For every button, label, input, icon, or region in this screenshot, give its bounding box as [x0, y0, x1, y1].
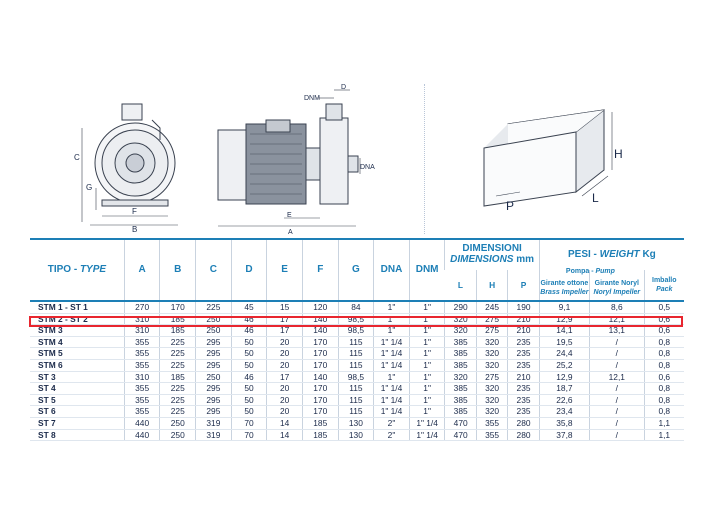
value-cell: 50 — [231, 336, 267, 348]
value-cell: 225 — [160, 406, 196, 418]
value-cell: 320 — [476, 336, 507, 348]
value-cell: 210 — [508, 371, 539, 383]
header-imballo: Imballo Pack — [644, 270, 684, 301]
value-cell: 1" 1/4 — [409, 417, 445, 429]
value-cell: 225 — [160, 359, 196, 371]
value-cell: 225 — [196, 301, 232, 313]
value-cell: 310 — [124, 313, 160, 325]
value-cell: 50 — [231, 406, 267, 418]
value-cell: 245 — [476, 301, 507, 313]
value-cell: / — [590, 336, 644, 348]
value-cell: 1" — [409, 383, 445, 395]
value-cell: 50 — [231, 394, 267, 406]
value-cell: 17 — [267, 313, 303, 325]
value-cell: 295 — [196, 348, 232, 360]
value-cell: 45 — [231, 301, 267, 313]
value-cell: 270 — [124, 301, 160, 313]
value-cell: 12,9 — [539, 313, 589, 325]
value-cell: 0,6 — [644, 371, 684, 383]
value-cell: 385 — [445, 348, 476, 360]
value-cell: 0,8 — [644, 348, 684, 360]
table-row — [30, 394, 684, 406]
dim-label-g: G — [86, 183, 93, 192]
dim-label-h: H — [614, 147, 623, 161]
table-body — [30, 301, 684, 441]
dim-label-dnm: DNM — [304, 95, 320, 102]
table-row — [30, 336, 684, 348]
dim-label-p: P — [506, 199, 515, 213]
value-cell: / — [590, 383, 644, 395]
value-cell: 235 — [508, 336, 539, 348]
value-cell: 1" — [374, 371, 410, 383]
value-cell: 275 — [476, 313, 507, 325]
model-cell: STM 2 - ST 2 — [30, 313, 124, 325]
value-cell: 1" — [409, 359, 445, 371]
value-cell: 470 — [445, 417, 476, 429]
table-row — [30, 348, 684, 360]
value-cell: 280 — [508, 429, 539, 441]
value-cell: 225 — [160, 348, 196, 360]
dim-label-l: L — [592, 191, 599, 205]
dim-label-f: F — [132, 207, 137, 216]
value-cell: 2" — [374, 429, 410, 441]
value-cell: 225 — [160, 383, 196, 395]
table-row — [30, 371, 684, 383]
value-cell: 22,6 — [539, 394, 589, 406]
value-cell: 235 — [508, 406, 539, 418]
value-cell: 115 — [338, 383, 374, 395]
value-cell: 250 — [196, 371, 232, 383]
value-cell: 250 — [160, 429, 196, 441]
value-cell: 130 — [338, 429, 374, 441]
dim-label-c: C — [74, 153, 80, 162]
model-cell: ST 8 — [30, 429, 124, 441]
value-cell: 235 — [508, 348, 539, 360]
header-pesi: PESI - WEIGHT Kg — [539, 239, 684, 270]
header-b: B — [160, 239, 196, 301]
dim-label-a: A — [288, 229, 293, 236]
value-cell: 0,8 — [644, 383, 684, 395]
value-cell: 115 — [338, 348, 374, 360]
value-cell: 320 — [476, 359, 507, 371]
header-dnm: DNM — [409, 239, 445, 301]
dim-label-dna: DNA — [360, 164, 375, 171]
value-cell: 185 — [302, 429, 338, 441]
value-cell: 320 — [445, 313, 476, 325]
value-cell: 185 — [160, 325, 196, 337]
value-cell: 35,8 — [539, 417, 589, 429]
value-cell: 1" — [409, 313, 445, 325]
value-cell: 225 — [160, 394, 196, 406]
value-cell: 1" — [409, 371, 445, 383]
model-cell: ST 6 — [30, 406, 124, 418]
dim-label-e: E — [287, 212, 292, 219]
value-cell: 235 — [508, 383, 539, 395]
value-cell: 20 — [267, 394, 303, 406]
value-cell: 440 — [124, 429, 160, 441]
value-cell: 295 — [196, 394, 232, 406]
value-cell: 0,6 — [644, 313, 684, 325]
header-girante-ottone: Pompa - Pump Girante ottone Brass Impeller — [539, 270, 589, 301]
value-cell: 1" — [409, 406, 445, 418]
value-cell: 385 — [445, 394, 476, 406]
value-cell: 355 — [476, 429, 507, 441]
value-cell: 12,1 — [590, 371, 644, 383]
value-cell: 1" 1/4 — [409, 429, 445, 441]
value-cell: 295 — [196, 359, 232, 371]
front-view-drawing — [95, 104, 175, 206]
value-cell: 23,4 — [539, 406, 589, 418]
header-h: H — [476, 270, 507, 301]
value-cell: 115 — [338, 394, 374, 406]
header-dna: DNA — [374, 239, 410, 301]
header-tipo: TIPO - TYPE — [47, 263, 107, 275]
value-cell: 210 — [508, 313, 539, 325]
value-cell: 12,1 — [590, 313, 644, 325]
value-cell: 170 — [302, 406, 338, 418]
value-cell: 320 — [445, 325, 476, 337]
header-e: E — [267, 239, 303, 301]
value-cell: 170 — [302, 383, 338, 395]
value-cell: 295 — [196, 383, 232, 395]
table-row — [30, 429, 684, 441]
value-cell: 14 — [267, 429, 303, 441]
dim-label-d: D — [341, 84, 347, 91]
header-c: C — [196, 239, 232, 301]
value-cell: 1" — [374, 325, 410, 337]
value-cell: 470 — [445, 429, 476, 441]
value-cell: 0,8 — [644, 336, 684, 348]
value-cell: 0,8 — [644, 406, 684, 418]
value-cell: 250 — [160, 417, 196, 429]
value-cell: 170 — [302, 348, 338, 360]
header-f: F — [302, 239, 338, 301]
value-cell: 98,5 — [338, 313, 374, 325]
value-cell: 320 — [476, 394, 507, 406]
model-cell: STM 3 — [30, 325, 124, 337]
value-cell: 170 — [302, 336, 338, 348]
value-cell: 385 — [445, 383, 476, 395]
value-cell: 25,2 — [539, 359, 589, 371]
value-cell: 14 — [267, 417, 303, 429]
value-cell: 275 — [476, 371, 507, 383]
value-cell: 130 — [338, 417, 374, 429]
table-row — [30, 406, 684, 418]
value-cell: 1" 1/4 — [374, 383, 410, 395]
value-cell: 1" — [409, 394, 445, 406]
header-girante-noryl: Girante Noryl Noryl Impeller — [590, 270, 644, 301]
value-cell: 20 — [267, 348, 303, 360]
value-cell: 50 — [231, 383, 267, 395]
value-cell: 14,1 — [539, 325, 589, 337]
value-cell: 13,1 — [590, 325, 644, 337]
value-cell: 295 — [196, 406, 232, 418]
value-cell: 250 — [196, 313, 232, 325]
value-cell: 355 — [124, 394, 160, 406]
value-cell: 440 — [124, 417, 160, 429]
value-cell: 0,8 — [644, 359, 684, 371]
value-cell: 8,6 — [590, 301, 644, 313]
value-cell: / — [590, 406, 644, 418]
header-a: A — [124, 239, 160, 301]
value-cell: 140 — [302, 325, 338, 337]
header-d: D — [231, 239, 267, 301]
value-cell: 1" — [374, 313, 410, 325]
value-cell: 18,7 — [539, 383, 589, 395]
model-cell: ST 7 — [30, 417, 124, 429]
model-cell: ST 5 — [30, 394, 124, 406]
value-cell: 385 — [445, 406, 476, 418]
table-row — [30, 417, 684, 429]
value-cell: 17 — [267, 325, 303, 337]
value-cell: 37,8 — [539, 429, 589, 441]
value-cell: 275 — [476, 325, 507, 337]
dim-label-b: B — [132, 225, 138, 234]
value-cell: 385 — [445, 336, 476, 348]
drawing-divider — [424, 84, 425, 234]
value-cell: 185 — [302, 417, 338, 429]
value-cell: 9,1 — [539, 301, 589, 313]
value-cell: 385 — [445, 359, 476, 371]
value-cell: 190 — [508, 301, 539, 313]
model-cell: STM 5 — [30, 348, 124, 360]
value-cell: 140 — [302, 313, 338, 325]
value-cell: 46 — [231, 325, 267, 337]
table-row — [30, 383, 684, 395]
value-cell: 0,6 — [644, 325, 684, 337]
table-row — [30, 325, 684, 337]
value-cell: 319 — [196, 417, 232, 429]
value-cell: 1,1 — [644, 417, 684, 429]
value-cell: 50 — [231, 359, 267, 371]
value-cell: 2" — [374, 417, 410, 429]
value-cell: 310 — [124, 371, 160, 383]
header-pompa: Pompa - Pump — [565, 268, 615, 275]
value-cell: 12,9 — [539, 371, 589, 383]
value-cell: / — [590, 348, 644, 360]
value-cell: 280 — [508, 417, 539, 429]
value-cell: 115 — [338, 406, 374, 418]
value-cell: / — [590, 394, 644, 406]
header-p: P — [508, 270, 539, 301]
value-cell: 1" — [409, 348, 445, 360]
value-cell: 320 — [445, 371, 476, 383]
specifications-table — [30, 238, 684, 441]
package-box-drawing — [484, 110, 604, 206]
value-cell: 250 — [196, 325, 232, 337]
value-cell: / — [590, 429, 644, 441]
value-cell: 115 — [338, 336, 374, 348]
value-cell: 1" 1/4 — [374, 406, 410, 418]
value-cell: 1,1 — [644, 429, 684, 441]
value-cell: 185 — [160, 313, 196, 325]
table-row — [30, 359, 684, 371]
header-l: L — [457, 279, 463, 290]
value-cell: 20 — [267, 406, 303, 418]
value-cell: 50 — [231, 348, 267, 360]
value-cell: 0,8 — [644, 394, 684, 406]
value-cell: 355 — [124, 348, 160, 360]
model-cell: STM 6 — [30, 359, 124, 371]
value-cell: 98,5 — [338, 325, 374, 337]
value-cell: 295 — [196, 336, 232, 348]
value-cell: 20 — [267, 359, 303, 371]
value-cell: 98,5 — [338, 371, 374, 383]
value-cell: 355 — [124, 383, 160, 395]
value-cell: 15 — [267, 301, 303, 313]
value-cell: 170 — [160, 301, 196, 313]
value-cell: 1" 1/4 — [374, 348, 410, 360]
value-cell: 320 — [476, 348, 507, 360]
model-cell: ST 4 — [30, 383, 124, 395]
side-view-drawing — [218, 104, 358, 204]
value-cell: 185 — [160, 371, 196, 383]
value-cell: 140 — [302, 371, 338, 383]
table-row — [30, 301, 684, 313]
value-cell: 1" 1/4 — [374, 336, 410, 348]
value-cell: 225 — [160, 336, 196, 348]
value-cell: 1" — [409, 325, 445, 337]
value-cell: 170 — [302, 394, 338, 406]
value-cell: 70 — [231, 417, 267, 429]
value-cell: / — [590, 359, 644, 371]
value-cell: 84 — [338, 301, 374, 313]
value-cell: 320 — [476, 383, 507, 395]
value-cell: 0,5 — [644, 301, 684, 313]
value-cell: 46 — [231, 313, 267, 325]
header-g: G — [338, 239, 374, 301]
table-row — [30, 313, 684, 325]
value-cell: 1" 1/4 — [374, 359, 410, 371]
value-cell: 235 — [508, 394, 539, 406]
model-cell: ST 3 — [30, 371, 124, 383]
header-dimensioni: DIMENSIONI DIMENSIONS mm — [445, 239, 539, 270]
value-cell: 70 — [231, 429, 267, 441]
value-cell: 24,4 — [539, 348, 589, 360]
value-cell: / — [590, 417, 644, 429]
value-cell: 1" — [409, 301, 445, 313]
value-cell: 355 — [476, 417, 507, 429]
value-cell: 46 — [231, 371, 267, 383]
technical-drawings — [0, 0, 704, 238]
model-cell: STM 1 - ST 1 — [30, 301, 124, 313]
value-cell: 20 — [267, 336, 303, 348]
value-cell: 170 — [302, 359, 338, 371]
value-cell: 310 — [124, 325, 160, 337]
value-cell: 1" — [409, 336, 445, 348]
value-cell: 115 — [338, 359, 374, 371]
value-cell: 210 — [508, 325, 539, 337]
value-cell: 355 — [124, 336, 160, 348]
value-cell: 319 — [196, 429, 232, 441]
value-cell: 355 — [124, 359, 160, 371]
value-cell: 290 — [445, 301, 476, 313]
value-cell: 355 — [124, 406, 160, 418]
value-cell: 20 — [267, 383, 303, 395]
value-cell: 235 — [508, 359, 539, 371]
value-cell: 120 — [302, 301, 338, 313]
value-cell: 1" 1/4 — [374, 394, 410, 406]
value-cell: 320 — [476, 406, 507, 418]
value-cell: 17 — [267, 371, 303, 383]
value-cell: 19,5 — [539, 336, 589, 348]
value-cell: 1" — [374, 301, 410, 313]
model-cell: STM 4 — [30, 336, 124, 348]
